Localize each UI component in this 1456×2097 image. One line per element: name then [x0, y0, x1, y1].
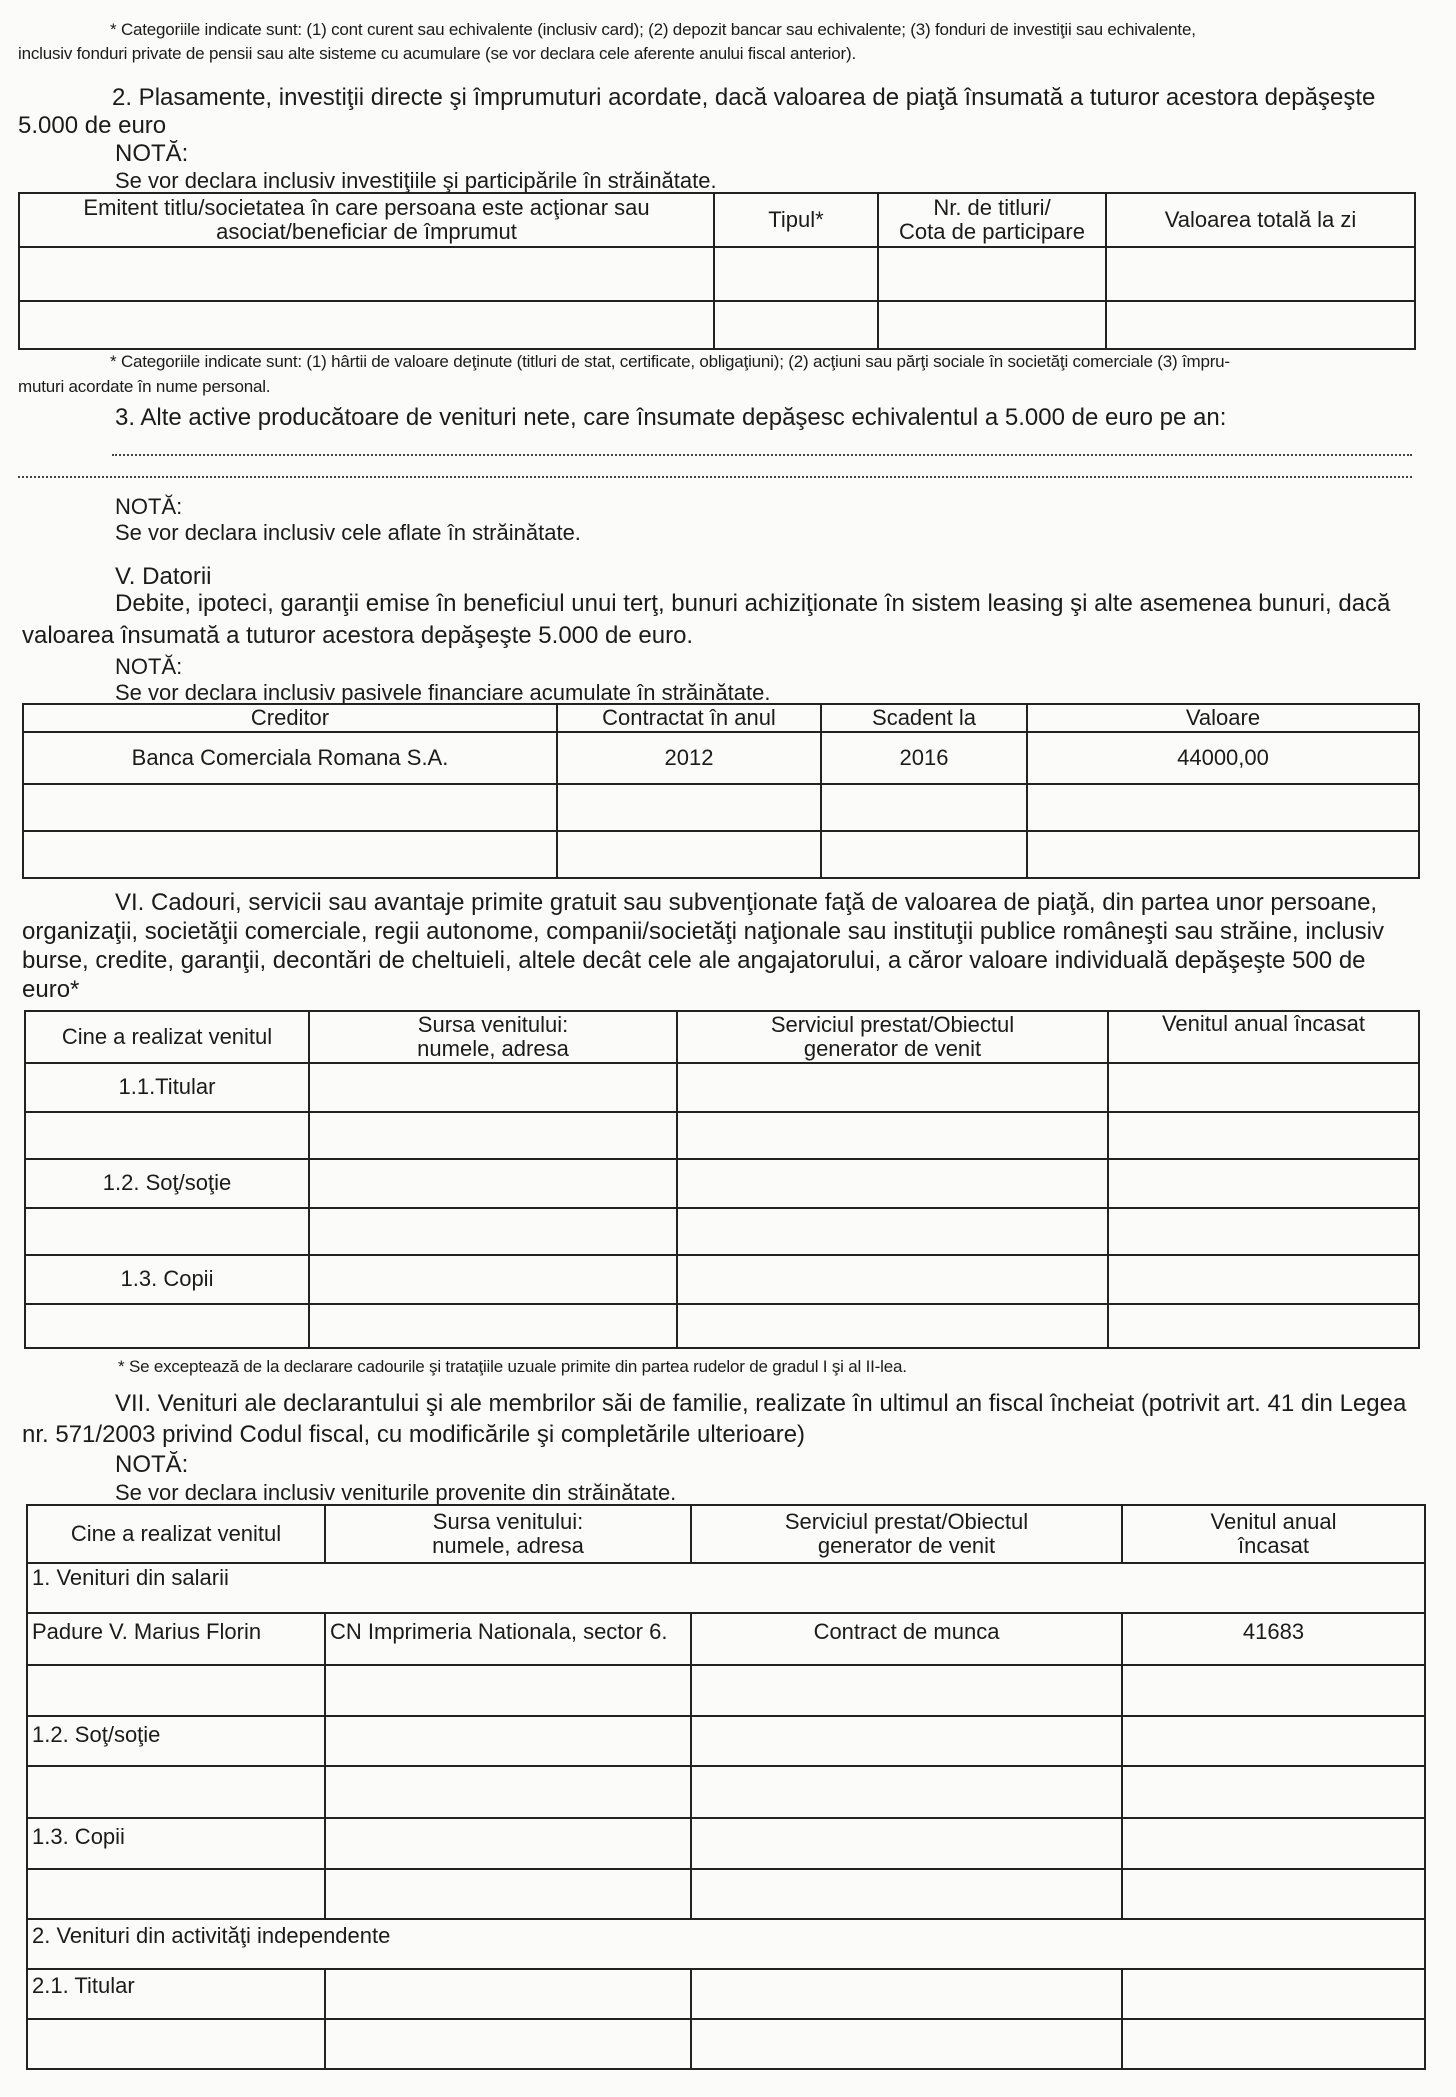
section5-nota-text: Se vor declara inclusiv pasivele financiare acumulate în străinătate. [115, 680, 771, 705]
table-row [27, 1563, 1425, 1613]
section2-title-line1: 2. Plasamente, investiţii directe şi împrumuturi acordate, dacă valoarea de piaţă însumată a tuturor acestora depăşeşte [112, 84, 1376, 111]
table-row [27, 2019, 1425, 2069]
section6-text-line3: burse, credite, garanţii, decontări de cheltuieli, altele decât cele ale angajatorului, a căror valoare individuală depăşeşte 500 de [22, 947, 1366, 974]
gifts-header-who: Cine a realizat venitul [25, 1011, 309, 1063]
section3-title: 3. Alte active producătoare de venituri nete, care însumate depăşesc echivalentul a 5.000 de euro pe an: [115, 404, 1227, 431]
table-row [25, 1208, 1419, 1255]
table-row: 1.1.Titular [25, 1063, 1419, 1112]
gifts-header-row [25, 1011, 1419, 1063]
section5-text-line2: valoarea însumată a tuturor acestora depăşeşte 5.000 de euro. [22, 622, 694, 649]
top-note-line1: * Categoriile indicate sunt: (1) cont curent sau echivalente (inclusiv card); (2) depozit bancar sau echivalente; (3) fonduri de investiţii sau echivalente, [110, 20, 1196, 39]
investments-header-issuer: Emitent titlu/societatea în care persoana este acţionar sau asociat/beneficiar de împrumut [19, 193, 714, 247]
income-group-independent: 2. Venituri din activităţi independente [27, 1919, 1425, 1969]
income-person-cell: Padure V. Marius Florin [27, 1613, 325, 1665]
debts-header-creditor: Creditor [23, 704, 557, 732]
section5-nota-label: NOTĂ: [115, 654, 183, 679]
section3-dotted-line-1 [112, 454, 1412, 456]
top-note-line2: inclusiv fonduri private de pensii sau alte sisteme cu acumulare (se vor declara cele aferente anului fiscal anterior). [18, 44, 856, 63]
investments-header-value: Valoarea totală la zi [1106, 193, 1415, 247]
debts-header-year: Contractat în anul [557, 704, 821, 732]
section3-nota-text: Se vor declara inclusiv cele aflate în străinătate. [115, 520, 581, 545]
table-row [23, 784, 1419, 831]
gifts-header-service: Serviciul prestat/Obiectul generator de venit [677, 1011, 1108, 1063]
gifts-table [24, 1010, 1420, 1349]
table-row [23, 732, 1419, 784]
table-row: 1.3. Copii [25, 1255, 1419, 1304]
investments-table [18, 192, 1416, 350]
income-amount-cell: 41683 [1122, 1613, 1425, 1665]
income-header-row [27, 1505, 1425, 1563]
debt-year-cell: 2012 [557, 732, 821, 784]
income-source-cell: CN Imprimeria Nationala, sector 6. [325, 1613, 691, 1665]
investments-header-row [19, 193, 1415, 247]
debt-creditor-cell: Banca Comerciala Romana S.A. [23, 732, 557, 784]
debts-header-due: Scadent la [821, 704, 1027, 732]
section7-nota-label: NOTĂ: [115, 1451, 189, 1478]
income-header-amount: Venitul anual încasat [1122, 1505, 1425, 1563]
section2-footnote-line1: * Categoriile indicate sunt: (1) hârtii de valoare deţinute (titluri de stat, certificate, obligaţiuni); (2) acţiuni sau părţi sociale în societăţi comerciale (3) împru- [110, 352, 1230, 371]
table-row [27, 1969, 1425, 2019]
table-row [27, 1818, 1425, 1869]
debt-value-cell: 44000,00 [1027, 732, 1419, 784]
income-group-salaries: 1. Venituri din salarii [27, 1563, 1425, 1613]
section3-dotted-line-2 [18, 476, 1412, 478]
section6-text-line2: organizaţii, societăţii comerciale, regii autonome, companii/societăţi naţionale sau instituţii publice româneşti sau străine, inclusiv [22, 918, 1385, 945]
income-header-service: Serviciul prestat/Obiectul generator de venit [691, 1505, 1122, 1563]
debts-table [22, 703, 1420, 879]
income-children-label: 1.3. Copii [27, 1818, 325, 1869]
section6-footnote: * Se exceptează de la declarare cadourile şi trataţiile uzuale primite din partea rudelor de gradul I şi al II-lea. [118, 1357, 907, 1376]
income-service-cell: Contract de munca [691, 1613, 1122, 1665]
table-row: 1.2. Soţ/soţie [25, 1159, 1419, 1208]
table-row [27, 1716, 1425, 1766]
table-row [25, 1304, 1419, 1348]
debt-due-cell: 2016 [821, 732, 1027, 784]
income-table [26, 1504, 1426, 2070]
section6-text-line1: VI. Cadouri, servicii sau avantaje primite gratuit sau subvenţionate faţă de valoarea de piaţă, din partea unor persoane, [115, 889, 1378, 916]
section5-text-line1: Debite, ipoteci, garanţii emise în beneficiul unui terţ, bunuri achiziţionate în sistem leasing şi alte asemenea bunuri, dacă [115, 590, 1391, 617]
investments-header-count: Nr. de titluri/ Cota de participare [878, 193, 1106, 247]
table-row [23, 831, 1419, 878]
debts-header-value: Valoare [1027, 704, 1419, 732]
income-header-source: Sursa venitului: numele, adresa [325, 1505, 691, 1563]
table-row [19, 247, 1415, 301]
section7-nota-text: Se vor declara inclusiv veniturile provenite din străinătate. [115, 1480, 677, 1505]
section7-text-line2: nr. 571/2003 privind Codul fiscal, cu modificările şi completările ulterioare) [22, 1421, 806, 1448]
table-row [27, 1665, 1425, 1716]
table-row [27, 1919, 1425, 1969]
investments-header-type: Tipul* [714, 193, 878, 247]
income-spouse-label: 1.2. Soţ/soţie [27, 1716, 325, 1766]
table-row [19, 301, 1415, 349]
table-row [25, 1112, 1419, 1159]
debts-header-row [23, 704, 1419, 732]
section2-title-line2: 5.000 de euro [18, 112, 167, 139]
section2-nota-text: Se vor declara inclusiv investiţiile şi participările în străinătate. [115, 168, 717, 193]
table-row [27, 1869, 1425, 1919]
gifts-header-income: Venitul anual încasat [1108, 1011, 1419, 1063]
income-titular-label: 2.1. Titular [27, 1969, 325, 2019]
table-row [27, 1766, 1425, 1818]
section6-text-line4: euro* [22, 976, 80, 1003]
table-row [27, 1613, 1425, 1665]
gifts-header-source: Sursa venitului: numele, adresa [309, 1011, 677, 1063]
income-header-who: Cine a realizat venitul [27, 1505, 325, 1563]
section2-nota-label: NOTĂ: [115, 140, 189, 167]
section3-nota-label: NOTĂ: [115, 494, 183, 519]
section5-title: V. Datorii [115, 563, 212, 590]
section2-footnote-line2: muturi acordate în nume personal. [18, 377, 271, 396]
section7-text-line1: VII. Venituri ale declarantului şi ale membrilor săi de familie, realizate în ultimul an fiscal încheiat (potrivit art. 41 din Legea [115, 1390, 1407, 1417]
